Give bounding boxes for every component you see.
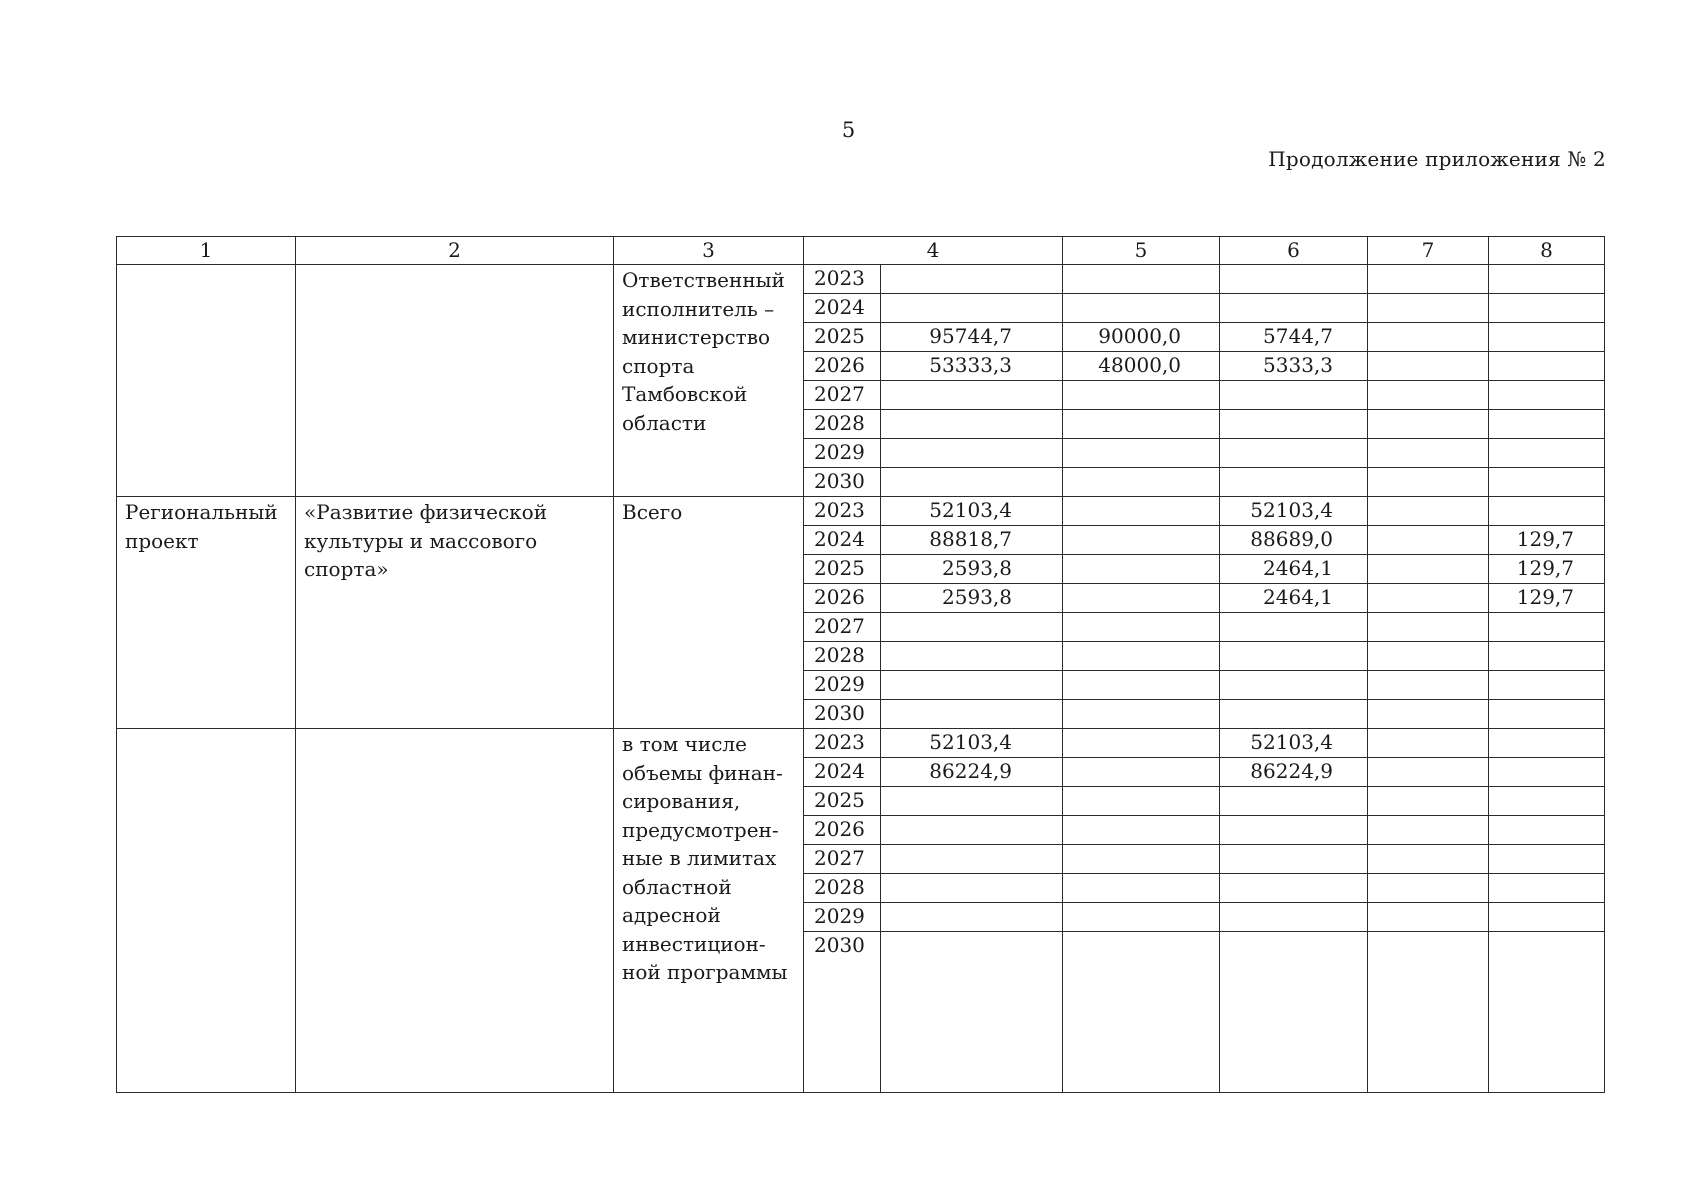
amount-cell-col6 [1220, 439, 1368, 468]
amount-cell-col4 [881, 700, 1063, 729]
amount-cell-col8 [1489, 381, 1605, 410]
amount-cell-col6 [1220, 816, 1368, 845]
amount-cell-col6 [1220, 642, 1368, 671]
amount-cell-col5 [1063, 265, 1220, 294]
header-cell-6: 6 [1220, 237, 1368, 265]
amount-cell-col4 [881, 381, 1063, 410]
amount-cell-col4: 88818,7 [881, 526, 1063, 555]
amount-cell-col8 [1489, 729, 1605, 758]
amount-cell-col8 [1489, 294, 1605, 323]
table-body [117, 237, 1605, 1093]
program-type-cell: Региональный проект [117, 497, 296, 729]
amount-cell-col7 [1368, 874, 1489, 903]
amount-cell-col4: 2593,8 [881, 555, 1063, 584]
year-cell: 2027 [804, 613, 881, 642]
amount-cell-col5 [1063, 874, 1220, 903]
header-cell-3: 3 [614, 237, 804, 265]
amount-cell-col8 [1489, 439, 1605, 468]
year-cell: 2029 [804, 439, 881, 468]
year-cell: 2025 [804, 323, 881, 352]
amount-cell-col5 [1063, 758, 1220, 787]
amount-cell-col5 [1063, 787, 1220, 816]
amount-cell-col8: 129,7 [1489, 555, 1605, 584]
amount-cell-col6 [1220, 381, 1368, 410]
year-cell: 2030 [804, 932, 881, 1093]
amount-cell-col6: 86224,9 [1220, 758, 1368, 787]
amount-cell-col6: 52103,4 [1220, 497, 1368, 526]
amount-cell-col6: 5744,7 [1220, 323, 1368, 352]
amount-cell-col4: 95744,7 [881, 323, 1063, 352]
amount-cell-col5 [1063, 468, 1220, 497]
year-cell: 2028 [804, 642, 881, 671]
amount-cell-col4 [881, 468, 1063, 497]
amount-cell-col8 [1489, 497, 1605, 526]
amount-cell-col4 [881, 294, 1063, 323]
amount-cell-col8: 129,7 [1489, 584, 1605, 613]
amount-cell-col4 [881, 410, 1063, 439]
table-row [117, 729, 1605, 758]
amount-cell-col7 [1368, 526, 1489, 555]
page-number: 5 [841, 118, 856, 142]
amount-cell-col6: 52103,4 [1220, 729, 1368, 758]
amount-cell-col5 [1063, 816, 1220, 845]
amount-cell-col5 [1063, 381, 1220, 410]
amount-cell-col7 [1368, 381, 1489, 410]
funding-source-cell: Ответственный исполнитель – министерство спорта Тамбовской области [614, 265, 804, 497]
year-cell: 2026 [804, 816, 881, 845]
appendix-continuation-note: Продолжение приложения № 2 [1268, 147, 1606, 171]
header-cell-2: 2 [296, 237, 614, 265]
amount-cell-col5 [1063, 526, 1220, 555]
program-name-cell: «Развитие физической культуры и массового спорта» [296, 497, 614, 729]
year-cell: 2028 [804, 874, 881, 903]
amount-cell-col7 [1368, 497, 1489, 526]
amount-cell-col5 [1063, 642, 1220, 671]
amount-cell-col6 [1220, 671, 1368, 700]
amount-cell-col5 [1063, 555, 1220, 584]
amount-cell-col8 [1489, 874, 1605, 903]
amount-cell-col8 [1489, 613, 1605, 642]
header-row [117, 237, 1605, 265]
amount-cell-col8 [1489, 903, 1605, 932]
amount-cell-col4: 86224,9 [881, 758, 1063, 787]
funding-source-cell: Всего [614, 497, 804, 729]
program-name-cell [296, 729, 614, 1093]
amount-cell-col6 [1220, 932, 1368, 1093]
amount-cell-col7 [1368, 642, 1489, 671]
amount-cell-col7 [1368, 323, 1489, 352]
financing-table [116, 236, 1605, 1093]
amount-cell-col5 [1063, 729, 1220, 758]
amount-cell-col8 [1489, 932, 1605, 1093]
amount-cell-col7 [1368, 787, 1489, 816]
year-cell: 2025 [804, 555, 881, 584]
amount-cell-col8 [1489, 787, 1605, 816]
amount-cell-col6: 5333,3 [1220, 352, 1368, 381]
amount-cell-col7 [1368, 845, 1489, 874]
amount-cell-col8 [1489, 758, 1605, 787]
amount-cell-col8 [1489, 265, 1605, 294]
amount-cell-col4: 52103,4 [881, 497, 1063, 526]
year-cell: 2030 [804, 700, 881, 729]
table-row [117, 265, 1605, 294]
amount-cell-col4 [881, 874, 1063, 903]
year-cell: 2023 [804, 729, 881, 758]
program-name-cell [296, 265, 614, 497]
amount-cell-col6 [1220, 613, 1368, 642]
amount-cell-col4 [881, 903, 1063, 932]
amount-cell-col6 [1220, 903, 1368, 932]
amount-cell-col6 [1220, 874, 1368, 903]
amount-cell-col6 [1220, 700, 1368, 729]
amount-cell-col4 [881, 265, 1063, 294]
amount-cell-col5 [1063, 410, 1220, 439]
amount-cell-col8 [1489, 816, 1605, 845]
amount-cell-col7 [1368, 468, 1489, 497]
amount-cell-col5 [1063, 903, 1220, 932]
amount-cell-col6 [1220, 265, 1368, 294]
year-cell: 2023 [804, 265, 881, 294]
amount-cell-col5: 90000,0 [1063, 323, 1220, 352]
year-cell: 2029 [804, 903, 881, 932]
funding-source-cell: в том числе объемы финан-сирования, предусмотрен-ные в лимитах областной адресной инвестицион-ной программы [614, 729, 804, 1093]
amount-cell-col6 [1220, 787, 1368, 816]
amount-cell-col4 [881, 932, 1063, 1093]
amount-cell-col7 [1368, 352, 1489, 381]
amount-cell-col7 [1368, 613, 1489, 642]
header-cell-8: 8 [1489, 237, 1605, 265]
amount-cell-col5 [1063, 613, 1220, 642]
year-cell: 2024 [804, 294, 881, 323]
amount-cell-col4 [881, 613, 1063, 642]
amount-cell-col6: 2464,1 [1220, 555, 1368, 584]
year-cell: 2029 [804, 671, 881, 700]
program-type-cell [117, 729, 296, 1093]
amount-cell-col5 [1063, 671, 1220, 700]
year-cell: 2025 [804, 787, 881, 816]
amount-cell-col5 [1063, 932, 1220, 1093]
amount-cell-col7 [1368, 584, 1489, 613]
amount-cell-col4 [881, 845, 1063, 874]
year-cell: 2026 [804, 584, 881, 613]
amount-cell-col6 [1220, 468, 1368, 497]
header-cell-1: 1 [117, 237, 296, 265]
amount-cell-col8: 129,7 [1489, 526, 1605, 555]
amount-cell-col4 [881, 439, 1063, 468]
amount-cell-col7 [1368, 410, 1489, 439]
amount-cell-col4: 2593,8 [881, 584, 1063, 613]
amount-cell-col4: 52103,4 [881, 729, 1063, 758]
amount-cell-col6: 88689,0 [1220, 526, 1368, 555]
amount-cell-col7 [1368, 439, 1489, 468]
program-type-cell [117, 265, 296, 497]
amount-cell-col5: 48000,0 [1063, 352, 1220, 381]
amount-cell-col8 [1489, 468, 1605, 497]
header-cell-7: 7 [1368, 237, 1489, 265]
amount-cell-col6 [1220, 294, 1368, 323]
amount-cell-col7 [1368, 700, 1489, 729]
header-cell-4: 4 [804, 237, 1063, 265]
amount-cell-col7 [1368, 555, 1489, 584]
year-cell: 2028 [804, 410, 881, 439]
amount-cell-col6 [1220, 410, 1368, 439]
amount-cell-col7 [1368, 758, 1489, 787]
amount-cell-col7 [1368, 816, 1489, 845]
year-cell: 2030 [804, 468, 881, 497]
amount-cell-col5 [1063, 584, 1220, 613]
amount-cell-col8 [1489, 845, 1605, 874]
amount-cell-col7 [1368, 932, 1489, 1093]
year-cell: 2026 [804, 352, 881, 381]
amount-cell-col8 [1489, 323, 1605, 352]
amount-cell-col4 [881, 787, 1063, 816]
amount-cell-col6 [1220, 845, 1368, 874]
amount-cell-col4 [881, 816, 1063, 845]
amount-cell-col4 [881, 642, 1063, 671]
amount-cell-col7 [1368, 729, 1489, 758]
year-cell: 2024 [804, 526, 881, 555]
amount-cell-col5 [1063, 845, 1220, 874]
amount-cell-col8 [1489, 352, 1605, 381]
amount-cell-col6: 2464,1 [1220, 584, 1368, 613]
amount-cell-col8 [1489, 671, 1605, 700]
table-row [117, 497, 1605, 526]
amount-cell-col7 [1368, 265, 1489, 294]
amount-cell-col7 [1368, 903, 1489, 932]
year-cell: 2027 [804, 381, 881, 410]
amount-cell-col8 [1489, 700, 1605, 729]
year-cell: 2024 [804, 758, 881, 787]
year-cell: 2027 [804, 845, 881, 874]
amount-cell-col7 [1368, 294, 1489, 323]
amount-cell-col8 [1489, 642, 1605, 671]
amount-cell-col5 [1063, 700, 1220, 729]
amount-cell-col4: 53333,3 [881, 352, 1063, 381]
amount-cell-col5 [1063, 294, 1220, 323]
header-cell-5: 5 [1063, 237, 1220, 265]
amount-cell-col7 [1368, 671, 1489, 700]
amount-cell-col8 [1489, 410, 1605, 439]
amount-cell-col5 [1063, 497, 1220, 526]
year-cell: 2023 [804, 497, 881, 526]
amount-cell-col4 [881, 671, 1063, 700]
amount-cell-col5 [1063, 439, 1220, 468]
